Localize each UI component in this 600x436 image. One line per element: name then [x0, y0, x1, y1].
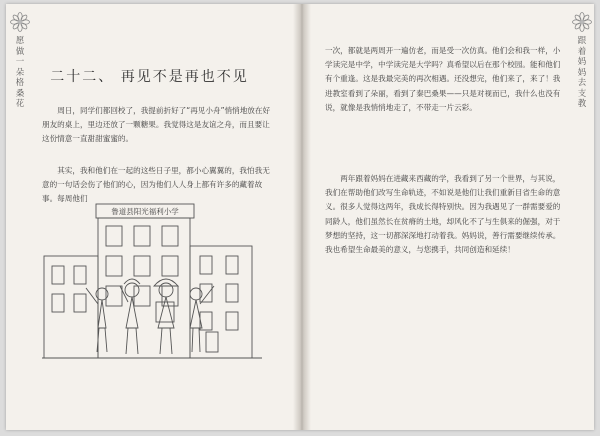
- school-sign-text: 鲁道县阳光福利小学: [111, 207, 179, 216]
- paragraph-4: 两年跟着妈妈在进藏来西藏的学，我看到了另一个世界，与其说，我们在帮助他们改写生命轨迹，不如说是他们让我们重新目省生命的意义。很多人觉得这两年，我成长得特别快。因为我遇见了一群需要爱的同龄人，他们虽然长在贫瘠的土地，却风化不了与生俱来的倔强，对于梦想的坚持，这一切都深深地打动着我。妈妈说，善行需要继续传承。我也希望生命最美的意义，与您携手，共同创造和延续！: [325, 174, 561, 255]
- book-spread: [6, 4, 594, 430]
- book-subtitle-side-label: 跟着妈妈去支教: [577, 36, 587, 109]
- left-page: [6, 4, 293, 430]
- school-illustration: [42, 194, 274, 366]
- book-title-side-label: 愿做一朵格桑花: [15, 36, 25, 109]
- chapter-title: 二十二、 再见不是再也不见: [50, 69, 249, 85]
- flower-ornament-icon: [10, 12, 30, 32]
- right-page: [311, 4, 594, 430]
- book-gutter: [293, 4, 311, 430]
- paragraph-3: 一次，都就是两周开一遍仿老，而是受一次仿真。他们会和我一样，小学读完是中学，中学读完是大学吗？真希望以后在那个校园。能和他们有个重逢。这是我最完美的再次相遇。还没想完，他们来了，来了！我进教室看到了朵丽，看到了秦巴桑果——只是对视而已，我什么也没有说，就像是我悄悄地走了，不带走一片云彩。: [325, 46, 561, 112]
- flower-ornament-icon: [572, 12, 592, 32]
- paragraph-1: 周日，同学们都回校了，我提前折好了“再见小舟”悄悄地放在好朋友的桌上，里边还放了一颗糖果。我觉得这是友谊之舟，而且要让这份情意一直甜甜蜜蜜的。: [42, 106, 271, 144]
- paragraph-2: 其实，我和他们在一起的这些日子里，都小心翼翼的，我怕我无意的一句话会伤了他们的心，因为他们人人身上都有许多的藏着故事。每周他们: [42, 166, 270, 204]
